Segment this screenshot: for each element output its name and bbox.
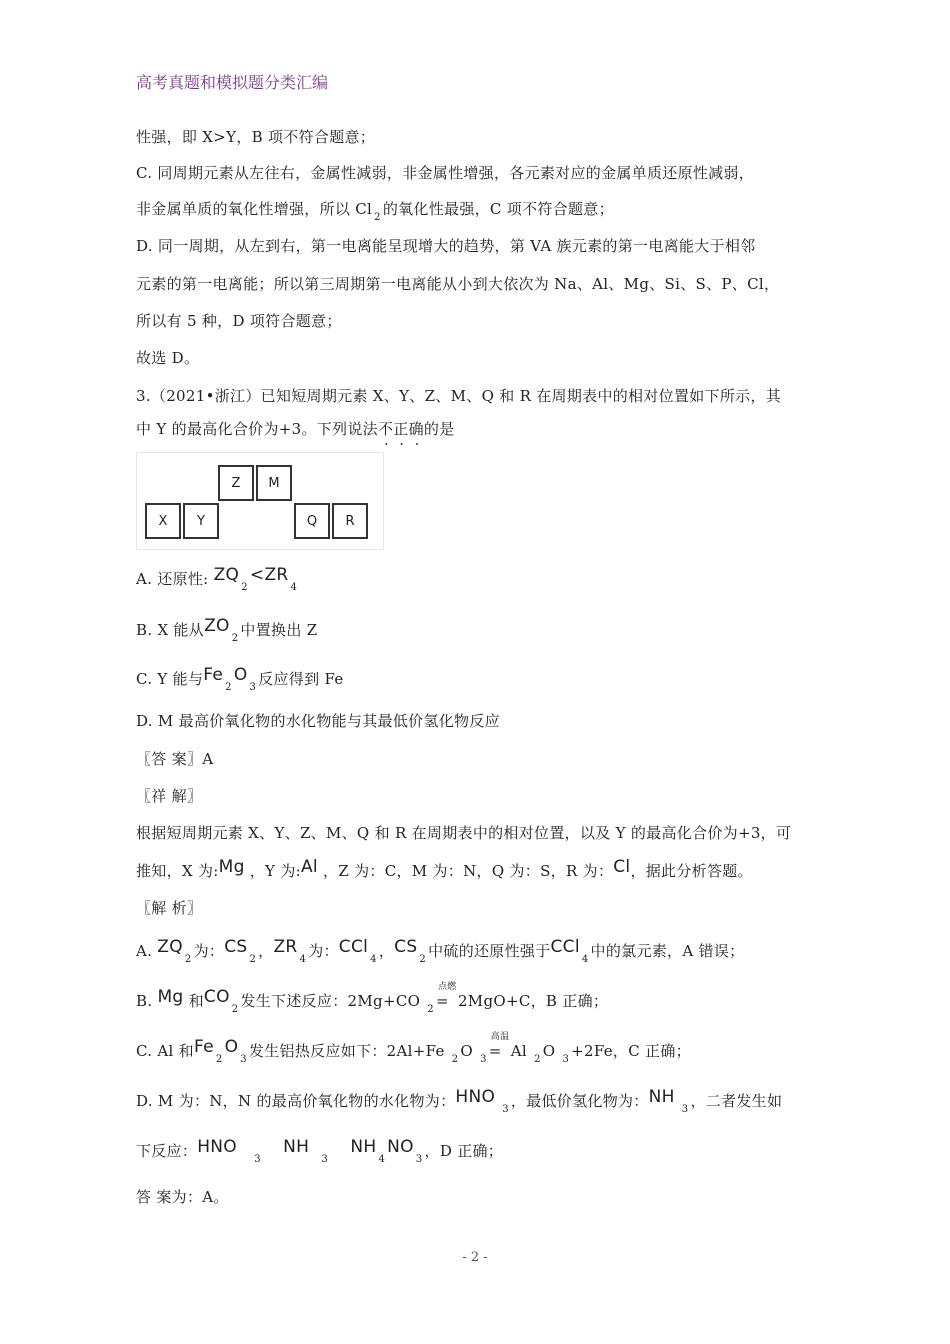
detail-label: 〖祥 解〗 <box>136 787 203 805</box>
table-cell-y: Y <box>183 503 219 539</box>
intro-selection: 故选 D。 <box>136 349 200 367</box>
analysis-a: A. $ZQ_2$ 为：$CS_2$ ，$ZR_4$ 为：CCl$_4$ ，$CS_2$ 中硫的还原性强于CCl$_4$ 中的氯元素，A 错误； <box>136 937 745 965</box>
intro-option-d-line-1: D. 同一周期，从左到右，第一电离能呈现增大的趋势，第 VA 族元素的第一电离能大于相邻 <box>136 237 756 255</box>
option-b: B. X 能从$ZO_2$ 中置换出 Z <box>136 616 318 644</box>
table-cell-x: X <box>145 503 181 539</box>
intro-option-d-line-3: 所以有 5 种，D 项符合题意； <box>136 312 342 330</box>
analysis-d-line-1: D. M 为：N，N 的最高价氧化物的水化物为：HNO $_3$ ，最低价氢化物为：NH $_3$ ，二者发生如 <box>136 1087 783 1115</box>
detail-line-2: 推知，X 为:Mg ，Y 为:Al ，Z 为：C，M 为：N，Q 为：S，R 为：Cl，据此分析答题。 <box>136 857 753 880</box>
detail-line-1: 根据短周期元素 X、Y、Z、M、Q 和 R 在周期表中的相对位置，以及 Y 的最高化合价为+3，可 <box>136 824 792 842</box>
option-d: D. M 最高价氧化物的水化物能与其最低价氢化物反应 <box>136 712 500 730</box>
option-c: C. Y 能与$Fe_2O_3$ 反应得到 Fe <box>136 665 344 693</box>
table-cell-r: R <box>332 503 368 539</box>
answer-label: 〖答 案〗A <box>136 750 214 768</box>
option-a: A. 还原性: $ZQ_2<ZR_4$ <box>136 565 298 593</box>
intro-option-d-line-2: 元素的第一电离能；所以第三周期第一电离能从小到大依次为 Na、Al、Mg、Si、S、P、Cl， <box>136 275 780 293</box>
table-cell-q: Q <box>294 503 330 539</box>
analysis-c: C. Al 和$Fe_2O_3$ 发生铝热反应如下：2Al+Fe $_2$ O $_3$ 高温 = Al $_2$ O $_3$ +2Fe，C 正确； <box>136 1032 691 1065</box>
periodic-table-figure <box>136 452 384 550</box>
analysis-b: B. Mg 和$CO_2$ 发生下述反应：2Mg+CO $_2$ 点燃 = 2MgO+C，B 正确； <box>136 982 609 1015</box>
question-line-2: 中 Y 的最高化合价为+3。下列说法不正确的是 <box>136 420 455 438</box>
intro-option-c-line-2: 非金属单质的氧化性增强，所以 Cl $_2$ 的氧化性最强，C 项不符合题意； <box>136 200 614 223</box>
page-header: 高考真题和模拟题分类汇编 <box>136 73 329 92</box>
analysis-label: 〖解 析〗 <box>136 899 203 917</box>
analysis-d-line-2: 下反应：HNO $_3$ NH $_3$ $NH_4NO_3$ ，D 正确； <box>136 1137 504 1165</box>
table-cell-m: M <box>256 465 292 501</box>
question-line-1: 3.（2021•浙江）已知短周期元素 X、Y、Z、M、Q 和 R 在周期表中的相对位置如下所示，其 <box>136 387 782 405</box>
intro-option-c-line-1: C. 同周期元素从左往右，金属性减弱，非金属性增强，各元素对应的金属单质还原性减弱， <box>136 164 755 182</box>
page-number: - 2 - <box>462 1250 488 1265</box>
final-answer: 答 案为：A。 <box>136 1188 229 1206</box>
table-cell-z: Z <box>218 465 254 501</box>
intro-line-1: 性强，即 X>Y，B 项不符合题意； <box>136 128 376 146</box>
